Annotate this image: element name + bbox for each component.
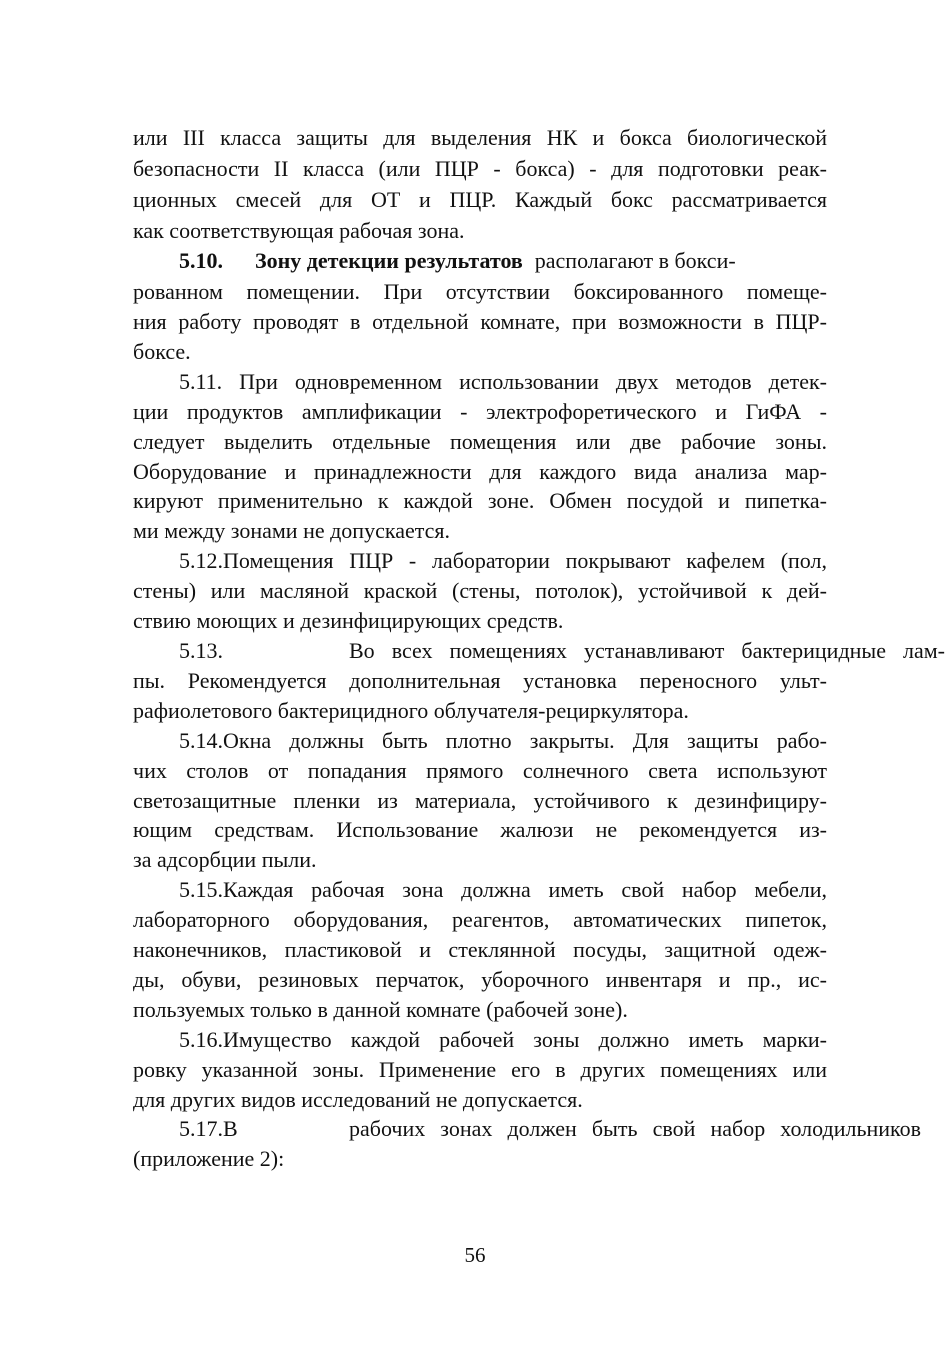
text-line: ми между зонами не допускается. — [133, 518, 450, 543]
text-line: лабораторного оборудования, реагентов, автоматических пипеток, — [133, 907, 827, 932]
text-line: следует выделить отдельные помещения или две рабочие зоны. — [133, 429, 827, 454]
text-line: стены) или масляной краской (стены, потолок), устойчивой к дей- — [133, 578, 827, 603]
text-line: рафиолетового бактерицидного облучателя-рециркулятора. — [133, 698, 689, 723]
text-line: 5.14.Окна должны быть плотно закрыты. Для защиты рабо- — [179, 728, 827, 753]
text-line: или III класса защиты для выделения НК и бокса биологической — [133, 125, 827, 150]
section-number: 5.10. — [179, 248, 223, 273]
text-line: 5.16.Имущество каждой рабочей зоны должно иметь марки- — [179, 1027, 827, 1052]
text-line: ющим средствам. Использование жалюзи не рекомендуется из- — [133, 817, 827, 842]
text-line: Оборудование и принадлежности для каждого вида анализа мар- — [133, 459, 827, 484]
text-line: ствию моющих и дезинфицирующих средств. — [133, 608, 564, 633]
text-line: 5.12.Помещения ПЦР - лаборатории покрывают кафелем (пол, — [179, 548, 827, 573]
text-line: ния работу проводят в отдельной комнате, при возможности в ПЦР- — [133, 309, 827, 334]
text-line: кируют применительно к каждой зоне. Обмен посудой и пипетка- — [133, 488, 827, 513]
text-line: ды, обуви, резиновых перчаток, уборочного инвентаря и пр., ис- — [133, 967, 827, 992]
text-line: (приложение 2): — [133, 1146, 285, 1171]
text-fragment: располагают в бокси- — [534, 248, 736, 273]
text-line: рованном помещении. При отсутствии боксированного помеще- — [133, 279, 827, 304]
text-line: наконечников, пластиковой и стеклянной посуды, защитной одеж- — [133, 937, 827, 962]
text-line: чих столов от попадания прямого солнечного света используют — [133, 758, 827, 783]
text-line: ровку указанной зоны. Применение его в других помещениях или — [133, 1057, 827, 1082]
text-line: ции продуктов амплификации - электрофоретического и ГиФА - — [133, 399, 827, 424]
text-line: для других видов исследований не допускается. — [133, 1087, 583, 1112]
text-line: 5.15.Каждая рабочая зона должна иметь свой набор мебели, — [179, 877, 827, 902]
bold-heading: Зону детекции результатов — [255, 248, 523, 273]
section-number: 5.13. — [179, 638, 223, 663]
text-line: пользуемых только в данной комнате (рабочей зоне). — [133, 997, 628, 1022]
text-line: безопасности II класса (или ПЦР - бокса) - для подготовки реак- — [133, 156, 827, 181]
text-line: ционных смесей для ОТ и ПЦР. Каждый бокс рассматривается — [133, 187, 827, 212]
page-number: 56 — [464, 1243, 486, 1267]
text-line: боксе. — [133, 339, 191, 364]
text-line: как соответствующая рабочая зона. — [133, 218, 465, 243]
text-line: за адсорбции пыли. — [133, 847, 317, 872]
text-line: пы. Рекомендуется дополнительная установка переносного ульт- — [133, 668, 827, 693]
text-line: светозащитные пленки из материала, устойчивого к дезинфициру- — [133, 788, 827, 813]
section-number: 5.17.В — [179, 1116, 238, 1141]
text-fragment: Во всех помещениях устанавливают бактерицидные лам- — [349, 638, 945, 663]
text-fragment: рабочих зонах должен быть свой набор холодильников — [349, 1116, 921, 1141]
paragraph-5-10-first-line — [179, 246, 827, 276]
text-line: 5.11. При одновременном использовании двух методов детек- — [179, 369, 827, 394]
